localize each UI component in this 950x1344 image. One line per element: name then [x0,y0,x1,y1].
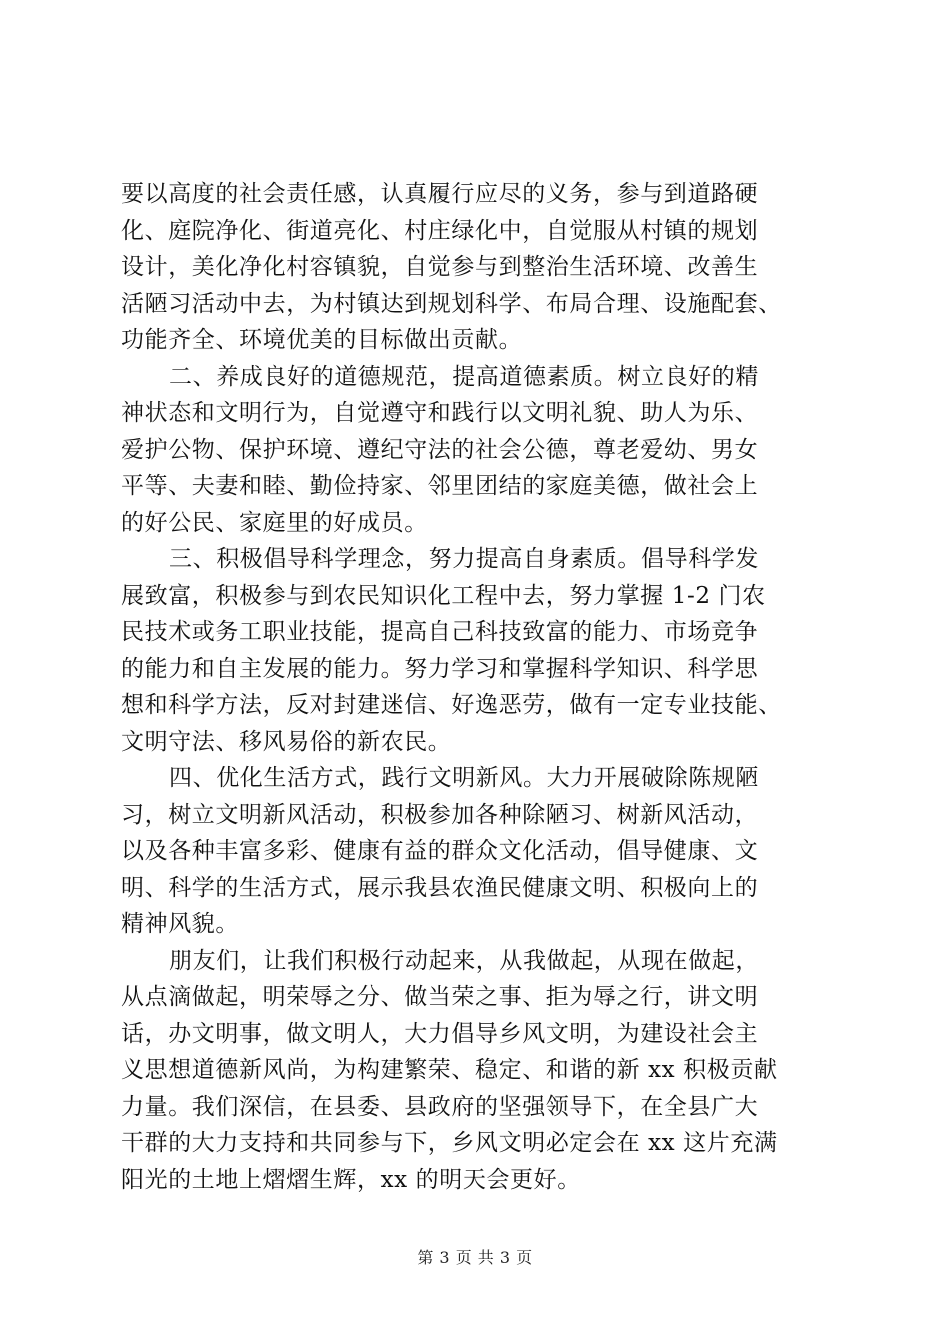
text-line: 力量。我们深信，在县委、县政府的坚强领导下，在全县广大 [121,1093,759,1120]
paragraph-start-line: 二、养成良好的道德规范，提高道德素质。树立良好的精 [169,363,759,390]
text-line: 义思想道德新风尚，为构建繁荣、稳定、和谐的新 xx 积极贡献 [121,1057,778,1083]
text-line: 话，办文明事，做文明人，大力倡导乡风文明，为建设社会主 [121,1020,759,1047]
text-line: 习，树立文明新风活动，积极参加各种除陋习、树新风活动， [121,801,759,828]
text-line: 文明守法、移风易俗的新农民。 [121,728,452,755]
text-line: 展致富，积极参与到农民知识化工程中去，努力掌握 1-2 门农 [121,582,766,609]
text-line: 想和科学方法，反对封建迷信、好逸恶劳，做有一定专业技能、 [121,692,782,718]
text-line: 的好公民、家庭里的好成员。 [121,509,428,536]
text-line: 要以高度的社会责任感，认真履行应尽的义务，参与到道路硬 [121,181,759,207]
text-line: 化、庭院净化、街道亮化、村庄绿化中，自觉服从村镇的规划 [121,217,759,244]
text-line: 干群的大力支持和共同参与下，乡风文明必定会在 xx 这片充满 [121,1130,778,1156]
paragraph-start-line: 三、积极倡导科学理念，努力提高自身素质。倡导科学发 [169,546,759,572]
document-body [121,176,841,1198]
text-line: 的能力和自主发展的能力。努力学习和掌握科学知识、科学思 [121,655,759,682]
text-line: 平等、夫妻和睦、勤俭持家、邻里团结的家庭美德，做社会上 [121,473,759,499]
paragraph-start-line: 四、优化生活方式，践行文明新风。大力开展破除陈规陋 [169,765,759,791]
text-line: 功能齐全、环境优美的目标做出贡献。 [121,327,523,353]
text-line: 以及各种丰富多彩、健康有益的群众文化活动，倡导健康、文 [121,838,759,864]
text-line: 明、科学的生活方式，展示我县农渔民健康文明、积极向上的 [121,874,759,901]
paragraph-start-line: 朋友们，让我们积极行动起来，从我做起，从现在做起， [169,947,759,974]
text-line: 精神风貌。 [121,911,239,937]
text-line: 阳光的土地上熠熠生辉，xx 的明天会更好。 [121,1166,581,1193]
text-line: 活陋习活动中去，为村镇达到规划科学、布局合理、设施配套、 [121,290,782,317]
text-line: 从点滴做起，明荣辱之分、做当荣之事、拒为辱之行，讲文明 [121,984,759,1010]
text-line: 民技术或务工职业技能，提高自己科技致富的能力、市场竞争 [121,619,759,645]
text-line: 设计，美化净化村容镇貌，自觉参与到整治生活环境、改善生 [121,254,759,280]
text-line: 爱护公物、保护环境、遵纪守法的社会公德，尊老爱幼、男女 [121,436,759,463]
page-number-footer: 第 3 页 共 3 页 [417,1248,533,1267]
text-line: 神状态和文明行为，自觉遵守和践行以文明礼貌、助人为乐、 [121,400,759,426]
